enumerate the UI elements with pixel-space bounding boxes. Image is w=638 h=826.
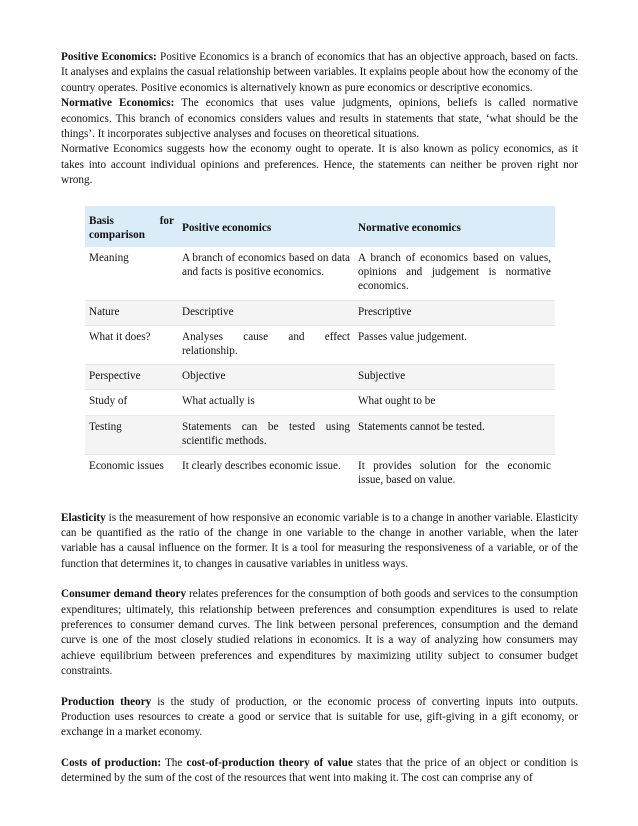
row-positive: Statements can be tested using scientific methods.	[182, 420, 350, 447]
row-basis: Study of	[89, 395, 128, 408]
header-basis-word1: Basis	[89, 214, 114, 227]
row-basis: Testing	[89, 420, 122, 433]
normative-economics-paragraph	[61, 96, 578, 142]
table-row	[85, 455, 555, 494]
consumer-demand-term: Consumer demand theory	[61, 588, 187, 601]
table-row	[85, 325, 555, 364]
consumer-demand-text: relates preferences for the consumption of both goods and services to the consumption expenditures; ultimately, this relationship between preferences and consumption expenditures is used to relate preferences to consumer demand curves. The link between personal preferences, consumption and the demand curve is one of the most closely studied relations in economics. It is a way of analyzing how consumers may achieve equilibrium between preferences and expenditures by maximizing utility subject to consumer budget constraints.	[61, 588, 578, 678]
row-normative: Subjective	[358, 370, 406, 383]
table-row	[85, 247, 555, 300]
elasticity-text: is the measurement of how responsive an economic variable is to a change in another variable. Elasticity can be quantified as the ratio of the change in one variable to the change in another variable, when the later variable has a causal influence on the former. It is a tool for measuring the responsiveness of a variable, or of the function that determines it, to changes in causative variables in unitless ways.	[61, 511, 578, 570]
table-row	[85, 300, 555, 325]
document-page	[61, 50, 578, 787]
normative-economics-text: The economics that uses value judgments, opinions, beliefs is called normative economics. This branch of economics considers values and results in statements that state, ‘what should be the things’. It incorporates subjective analyses and focuses on theoretical situations.	[61, 97, 578, 141]
row-positive: Objective	[182, 370, 226, 383]
costs-of-production-paragraph	[61, 756, 578, 787]
positive-economics-paragraph	[61, 50, 578, 96]
positive-economics-term: Positive Economics:	[61, 51, 157, 63]
comparison-table	[85, 206, 555, 494]
row-positive: A branch of economics based on data and facts is positive economics.	[182, 252, 350, 279]
row-basis: Meaning	[89, 252, 129, 265]
production-theory-text: is the study of production, or the economic process of converting inputs into outputs. Production uses resources to create a good or service that is suitable for use, gift-giving in a gift economy, or exchange in a market economy.	[61, 695, 578, 739]
row-normative: What ought to be	[358, 395, 436, 408]
costs-of-production-text: states that the price of an object or condition is determined by the sum of the cost of the resources that went into making it. The cost can comprise any of	[61, 756, 578, 785]
row-positive: What actually is	[182, 395, 255, 408]
table-row	[85, 415, 555, 454]
table-header-row	[85, 206, 555, 247]
positive-economics-text: Positive Economics is a branch of economics that has an objective approach, based on facts. It analyses and explains the casual relationship between variables. It explains people about how the economy of the country operates. Positive economics is alternatively known as pure economics or descriptive economics.	[61, 51, 578, 94]
row-normative: It provides solution for the economic issue, based on value.	[358, 460, 551, 487]
normative-suggests-paragraph: Normative Economics suggests how the economy ought to operate. It is also known as policy economics, as it takes into account individual opinions and preferences. Hence, the statements can neither be proven right nor wrong.	[61, 143, 578, 187]
row-normative: Statements cannot be tested.	[358, 420, 485, 433]
row-positive: It clearly describes economic issue.	[182, 460, 341, 473]
row-normative: Prescriptive	[358, 305, 412, 318]
row-basis: What it does?	[89, 330, 151, 343]
row-positive: Analyses cause and effect relationship.	[182, 330, 350, 358]
costs-of-production-term: Costs of production:	[61, 756, 162, 769]
production-theory-paragraph	[61, 695, 578, 741]
costs-mid-text: The	[161, 756, 187, 769]
elasticity-paragraph	[61, 511, 578, 573]
row-basis: Nature	[89, 305, 120, 318]
row-normative: A branch of economics based on values, opinions and judgement is normative economics.	[358, 252, 551, 293]
header-normative: Normative economics	[358, 221, 461, 234]
cost-of-production-theory-term: cost-of-production theory of value	[186, 756, 353, 769]
row-positive: Descriptive	[182, 305, 234, 318]
row-normative: Passes value judgement.	[358, 330, 468, 343]
consumer-demand-paragraph	[61, 587, 578, 679]
row-basis: Perspective	[89, 370, 141, 383]
header-basis	[85, 206, 178, 247]
production-theory-term: Production theory	[61, 695, 152, 708]
header-positive: Positive economics	[182, 221, 272, 234]
table-row	[85, 365, 555, 390]
header-basis-word3: comparison	[89, 228, 145, 241]
elasticity-term: Elasticity	[61, 511, 106, 524]
header-basis-word2: for	[159, 214, 174, 227]
table-row	[85, 390, 555, 415]
row-basis: Economic issues	[89, 460, 164, 473]
normative-economics-term: Normative Economics:	[61, 97, 175, 110]
